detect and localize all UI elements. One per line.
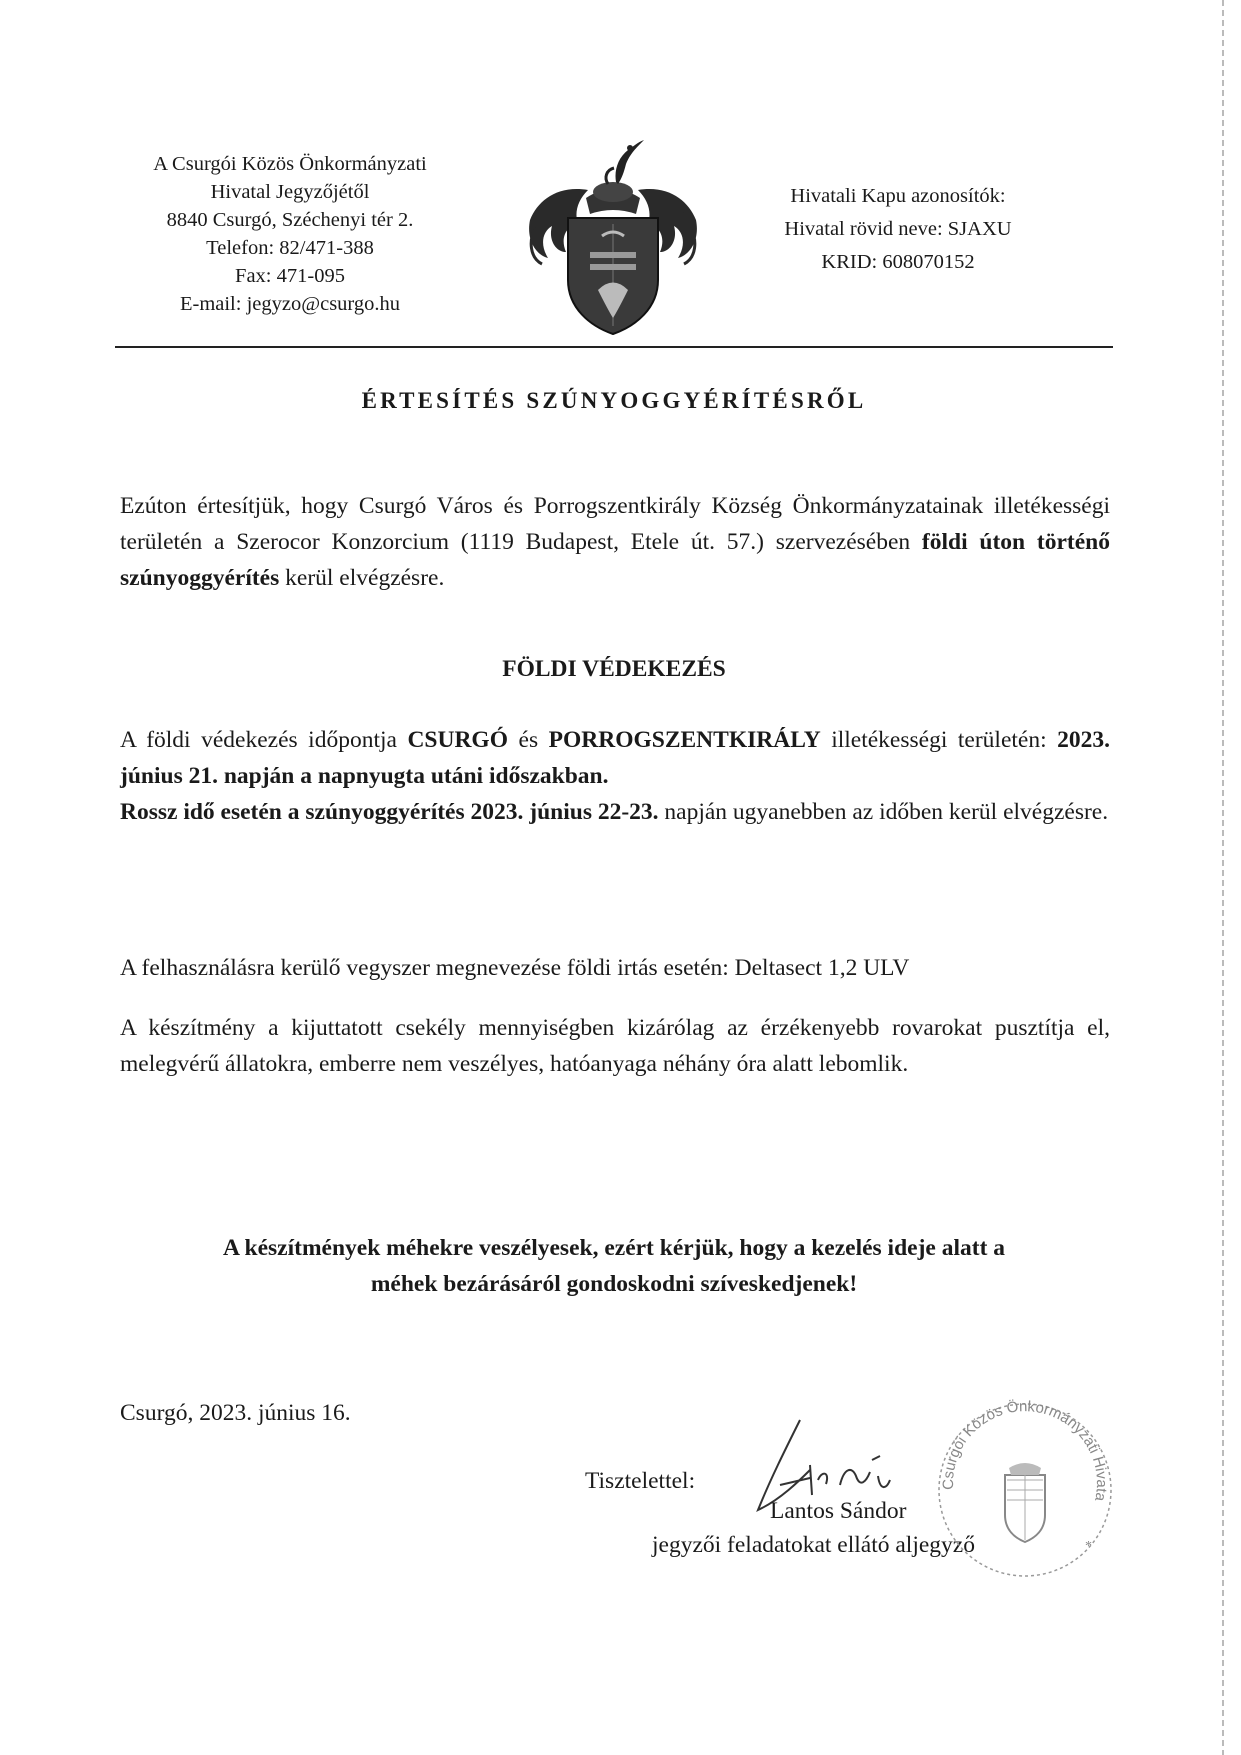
header-divider [115, 346, 1113, 348]
gateway-heading: Hivatali Kapu azonosítók: [790, 185, 1006, 207]
town-porrogszentkiraly: PORROGSZENTKIRÁLY [548, 727, 821, 753]
chemical-paragraph: A felhasználásra kerülő vegyszer megnevezése földi irtás esetén: Deltasect 1,2 ULV [120, 955, 910, 981]
bee-warning-line: A készítmények méhekre veszélyesek, ezért kérjük, hogy a kezelés ideje alatt a [222, 1235, 1006, 1261]
sender-line: Hivatal Jegyzőjétől [210, 181, 370, 203]
intro-text-end: kerül elvégzésre. [279, 565, 445, 591]
sender-fax: Fax: 471-095 [235, 265, 345, 287]
sender-email: E-mail: jegyzo@csurgo.hu [179, 293, 401, 315]
schedule-date: 2023. június 21. napján a napnyugta utáni időszakban. [120, 727, 1111, 789]
sender-block [95, 150, 485, 318]
official-stamp-icon [925, 1380, 1125, 1580]
bee-warning-line: méhek bezárásáról gondoskodni szíveskedjenek! [370, 1271, 858, 1297]
sender-address: 8840 Csurgó, Széchenyi tér 2. [166, 209, 414, 231]
backup-date: Rossz idő esetén a szúnyoggyérítés 2023. június 22-23. [120, 799, 659, 825]
svg-text:*: * [1085, 1539, 1092, 1554]
safety-paragraph: A készítmény a kijuttatott csekély mennyiségben kizárólag az érzékenyebb rovarokat pusztítja el, melegvérű állatokra, emberre nem veszélyes, hatóanyaga néhány óra alatt lebomlik. [120, 1015, 1110, 1077]
closing-greeting: Tisztelettel: [585, 1468, 696, 1494]
signer-role: jegyzői feladatokat ellátó aljegyző [652, 1532, 975, 1558]
bee-warning [115, 1230, 1113, 1302]
schedule-text: illetékességi területén: [820, 727, 1058, 753]
sender-line: A Csurgói Közös Önkormányzati [153, 153, 427, 175]
schedule-paragraph [120, 722, 1110, 830]
municipal-crest-icon [518, 140, 708, 336]
intro-paragraph [120, 488, 1110, 596]
gateway-ids-block [728, 180, 1068, 279]
schedule-text: napján ugyanebben az időben kerül elvégzésre. [658, 799, 1109, 825]
svg-text:Csurgói Közös Önkormányzati Hi [925, 1380, 1110, 1503]
schedule-text: és [508, 727, 549, 753]
schedule-text: A földi védekezés időpontja [120, 727, 408, 753]
town-csurgo: CSURGÓ [407, 727, 508, 753]
gateway-krid: KRID: 608070152 [821, 251, 975, 273]
section-title: FÖLDI VÉDEKEZÉS [502, 656, 726, 682]
place-date: Csurgó, 2023. június 16. [120, 1400, 351, 1426]
scan-margin-line [1222, 0, 1224, 1755]
sender-phone: Telefon: 82/471-388 [206, 237, 374, 259]
intro-text: Ezúton értesítjük, hogy Csurgó Város és Porrogszentkirály Község Önkormányzatainak illetékességi területén a Szerocor Konzorcium (1119 Budapest, Etele út. 57.) szervezésében [120, 493, 1110, 555]
signer-name: Lantos Sándor [770, 1498, 907, 1524]
intro-bold: földi úton történő szúnyoggyérítés [120, 529, 1110, 591]
gateway-short-name: Hivatal rövid neve: SJAXU [784, 218, 1012, 240]
document-title: ÉRTESÍTÉS SZÚNYOGGYÉRÍTÉSRŐL [361, 388, 867, 413]
stamp-text: Csurgói Közös Önkormányzati Hivata [939, 1398, 1111, 1503]
